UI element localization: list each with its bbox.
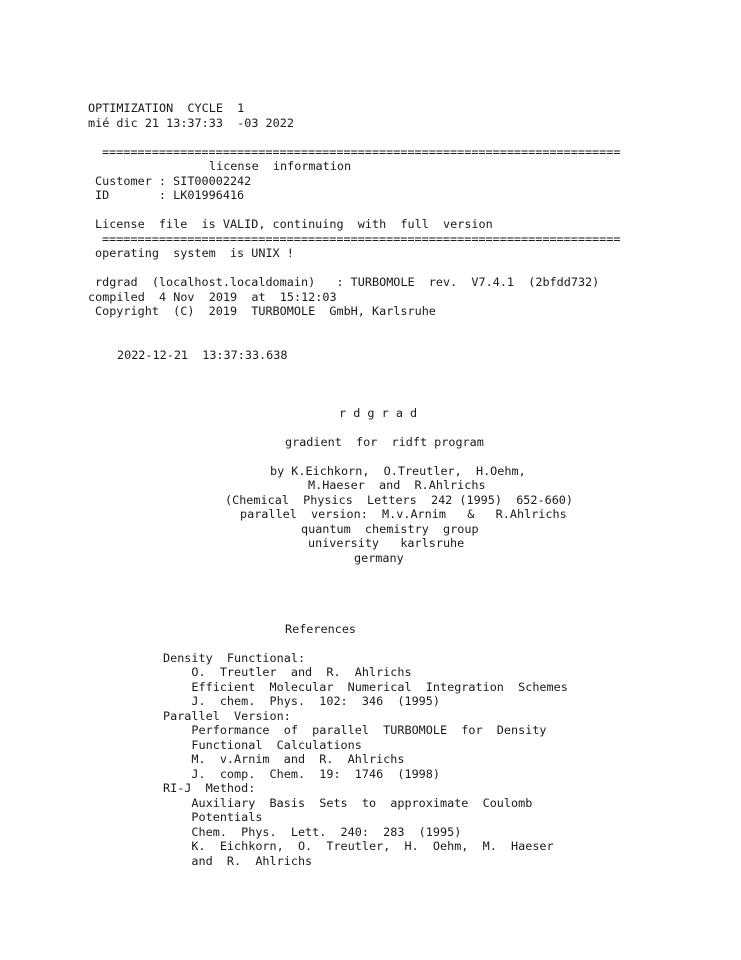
license-status: License file is VALID, continuing with full version	[95, 217, 493, 231]
reference-line: J. chem. Phys. 102: 346 (1995)	[163, 694, 440, 708]
compiled-line: compiled 4 Nov 2019 at 15:12:03	[88, 289, 337, 304]
reference-line: Functional Calculations	[163, 737, 362, 752]
citation-line: (Chemical Physics Letters 242 (1995) 652-660)	[225, 492, 574, 507]
reference-line: Chem. Phys. Lett. 240: 283 (1995)	[163, 824, 462, 839]
program-banner-subtitle: gradient for ridft program	[285, 434, 484, 449]
program-version-line: rdgrad (localhost.localdomain) : TURBOMOLE rev. V7.4.1 (2bfdd732)	[95, 275, 600, 289]
run-date-line: mié dic 21 13:37:33 -03 2022	[88, 115, 294, 130]
university-line: university karlsruhe	[308, 536, 465, 550]
group-line: quantum chemistry group	[301, 521, 479, 536]
reference-line: and R. Ahlrichs	[163, 853, 313, 868]
copyright-line: Copyright (C) 2019 TURBOMOLE GmbH, Karlsruhe	[95, 304, 436, 318]
license-title: license information	[209, 159, 352, 173]
reference-line: Auxiliary Basis Sets to approximate Coulomb	[163, 795, 533, 810]
reference-line: J. comp. Chem. 19: 1746 (1998)	[163, 766, 440, 781]
reference-line: K. Eichkorn, O. Treutler, H. Oehm, M. Haeser	[163, 839, 554, 853]
authors-line-1: by K.Eichkorn, O.Treutler, H.Oehm,	[270, 463, 526, 478]
license-id: ID : LK01996416	[95, 188, 245, 202]
license-rule-top: =========================================================================	[102, 144, 621, 159]
license-rule-bottom: =========================================================================	[102, 231, 621, 246]
country-line: germany	[354, 550, 404, 565]
reference-line: Density Functional:	[163, 650, 306, 665]
license-customer: Customer : SIT00002242	[95, 173, 252, 188]
reference-line: Parallel Version:	[163, 708, 291, 723]
authors-line-2: M.Haeser and R.Ahlrichs	[308, 478, 486, 492]
reference-line: Efficient Molecular Numerical Integration Schemes	[163, 679, 568, 694]
operating-system-line: operating system is UNIX !	[95, 246, 294, 260]
program-banner-title: r d g r a d	[339, 405, 418, 420]
parallel-version-line: parallel version: M.v.Arnim & R.Ahlrichs	[240, 507, 567, 521]
reference-line: M. v.Arnim and R. Ahlrichs	[163, 752, 405, 766]
reference-line: Performance of parallel TURBOMOLE for Density	[163, 723, 547, 737]
reference-line: RI-J Method:	[163, 781, 256, 795]
reference-line: O. Treutler and R. Ahlrichs	[163, 665, 412, 679]
reference-line: Potentials	[163, 810, 263, 824]
references-heading: References	[285, 621, 357, 636]
timestamp-line: 2022-12-21 13:37:33.638	[117, 347, 288, 362]
optimization-cycle-line: OPTIMIZATION CYCLE 1	[88, 101, 245, 115]
